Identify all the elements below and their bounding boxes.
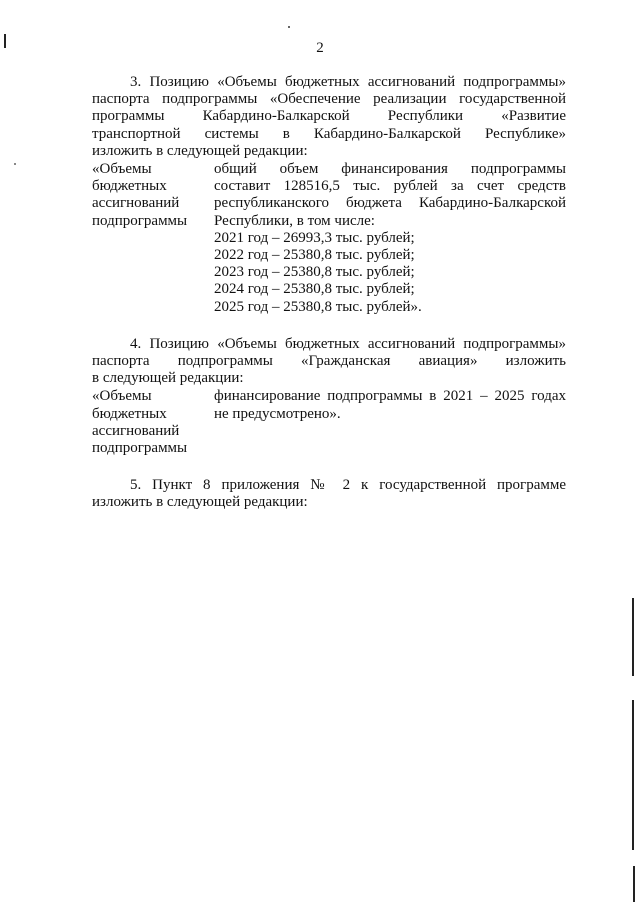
value-line: 2025 год – 25380,8 тыс. рублей». [214,298,422,315]
scan-edge-mark [632,598,634,676]
value-line: не предусмотрено». [214,405,341,422]
value-line: финансирование подпрограммы в 2021 – 2025 годах [214,388,566,405]
paragraph-line: в следующей редакции: [92,370,244,387]
value-line: составит 128516,5 тыс. рублей за счет средств [214,178,566,195]
item-4-position-block [92,388,566,457]
scan-edge-mark [632,700,634,850]
value-line: 2024 год – 25380,8 тыс. рублей; [214,281,415,298]
label-line: ассигнований [92,195,180,212]
label-line: бюджетных [92,178,167,195]
paragraph-line: паспорта подпрограммы «Обеспечение реализации государственной [92,91,566,108]
item-5-paragraph [92,477,566,511]
value-line: республиканского бюджета Кабардино-Балкарской [214,195,566,212]
paragraph-line: паспорта подпрограммы «Гражданская авиация» изложить [92,353,566,370]
paragraph-line: 4. Позицию «Объемы бюджетных ассигнований подпрограммы» [130,335,566,352]
scan-edge-mark [633,866,635,902]
value-line: 2021 год – 26993,3 тыс. рублей; [214,229,415,246]
label-line: подпрограммы [92,212,188,229]
paragraph-line: 5. Пункт 8 приложения № 2 к государственной программе [130,477,566,494]
label-line: «Объемы [92,388,152,405]
position-value [214,161,566,316]
label-line: бюджетных [92,405,167,422]
paragraph-line: транспортной системы в Кабардино-Балкарской Республике» [92,125,566,142]
label-line: ассигнований [92,422,180,439]
item-4-paragraph [92,336,566,388]
paragraph-line: 3. Позицию «Объемы бюджетных ассигнований подпрограммы» [130,74,566,90]
value-line: общий объем финансирования подпрограммы [214,161,566,178]
value-line: Республики, в том числе: [214,212,375,229]
scan-speck [14,163,16,165]
value-line: 2023 год – 25380,8 тыс. рублей; [214,264,415,281]
paragraph-line: изложить в следующей редакции: [92,142,308,159]
page-number: 2 [316,40,324,56]
position-value [214,388,566,457]
paragraph-line: программы Кабардино-Балкарской Республики «Развитие [92,108,566,125]
document-body [92,74,566,512]
value-line: 2022 год – 25380,8 тыс. рублей; [214,247,415,264]
position-label [92,388,214,457]
scan-speck [288,26,290,28]
item-3-position-block [92,161,566,316]
label-line: «Объемы [92,161,152,178]
paragraph-line: изложить в следующей редакции: [92,494,308,511]
position-label [92,161,214,316]
item-3-paragraph [92,74,566,160]
label-line: подпрограммы [92,440,188,457]
